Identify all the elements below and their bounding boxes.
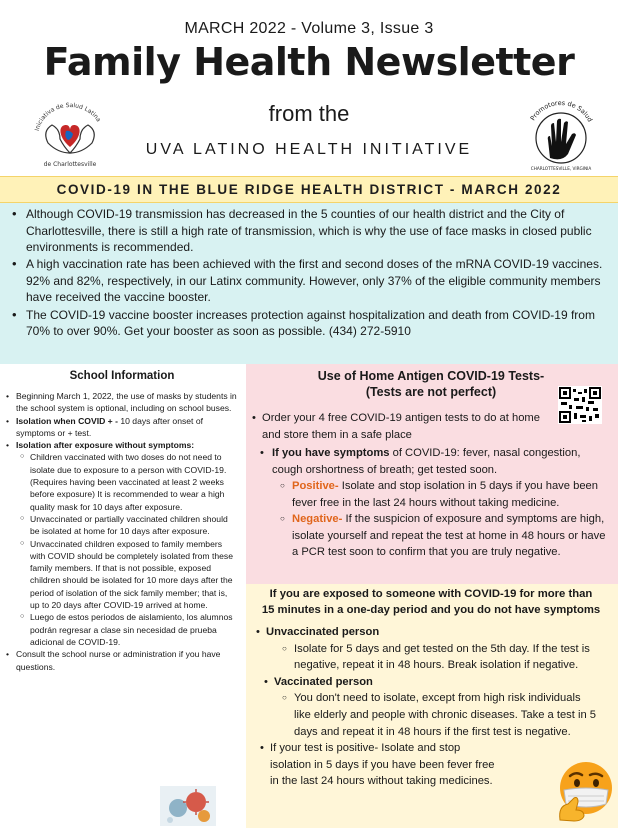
svg-text:Promotores de Salud: Promotores de Salud bbox=[528, 98, 595, 124]
organization-name: UVA LATINO HEALTH INITIATIVE bbox=[145, 141, 473, 158]
school-info-section bbox=[0, 364, 246, 828]
right-logo-bottom: CHARLOTTESVILLE, VIRGINIA bbox=[530, 166, 592, 171]
newsletter-title: Family Health Newsletter bbox=[43, 40, 575, 84]
svg-text:Iniciativa de Salud Latina: Iniciativa de Salud Latina bbox=[33, 101, 102, 132]
school-sub-bullet: ○ Unvaccinated children exposed to family members with COVID should be completely isolated from these family members. If that is not possible, exposed children should be isolated for 10 more days after the period of isolation of the sick family member; that is, up to 20 days after COVID-19 arrived at home. bbox=[20, 538, 238, 612]
antigen-tests-section bbox=[246, 364, 618, 584]
order-tests-bullet: • Order your 4 free COVID-19 antigen tests to do at home and store them in a safe place bbox=[252, 412, 540, 441]
virus-illustration bbox=[160, 786, 216, 826]
covid-section-title: COVID-19 IN THE BLUE RIDGE HEALTH DISTRICT - MARCH 2022 bbox=[0, 176, 618, 203]
covid-bullet: • A high vaccination rate has been achieved with the first and second doses of the mRNA COVID-19 vaccines. 92% and 82%, respectively, in our Latinx community. However, only 37% of the eligible community members have received the vaccine booster. bbox=[12, 256, 610, 306]
school-bullet: • Beginning March 1, 2022, the use of masks by students in the school system is optional, including on school buses. bbox=[6, 390, 238, 415]
positive-result-bullet: ○ Positive- Isolate and stop isolation in 5 days if you have been fever free in the last 24 hours without taking medicine. bbox=[280, 480, 598, 509]
symptoms-bullet: • If you have symptoms of COVID-19: fever, nasal congestion, cough orshortness of breath; get tested soon. bbox=[260, 447, 581, 476]
positive-exposure-bullet: • If your test is positive- Isolate and stop isolation in 5 days if you have been fever free in the last 24 hours without taking medicines. bbox=[260, 742, 495, 788]
school-info-title: School Information bbox=[69, 370, 175, 382]
covid-bullet: • The COVID-19 vaccine booster increases protection against hospitalization and death from COVID-19 from 70% to over 90%. Get your booster as soon as possible. (434) 272-5910 bbox=[12, 307, 610, 340]
school-bullet: • Consult the school nurse or administration if you have questions. bbox=[6, 648, 238, 673]
unvaccinated-heading: • Unvaccinated person bbox=[256, 626, 380, 638]
latino-health-logo bbox=[20, 95, 120, 170]
tests-title: Use of Home Antigen COVID-19 Tests- (Tests are not perfect) bbox=[317, 369, 545, 399]
left-logo-bottom: de Charlottesville bbox=[43, 161, 97, 168]
vaccinated-text: ○ You don't need to isolate, except from high risk individuals like elderly and people with chronic diseases. Take a test in 5 days and repeat it in 48 hours if the first test is negative. bbox=[282, 692, 597, 738]
unvaccinated-text: ○ Isolate for 5 days and get tested on the 5th day. If the test is negative, repeat it in 48 hours. Break isolation if negative. bbox=[282, 642, 590, 672]
exposure-title: If you are exposed to someone with COVID-19 for more than 15 minutes in a one-day period and you do not have symptoms bbox=[261, 588, 601, 616]
thinking-mask-emoji bbox=[556, 758, 614, 822]
school-bullet: • Isolation after exposure without symptoms: ○ Children vaccinated with two doses do not need to isolate due to exposure to a person with COVID-19. (Requires having been vaccinated at least 2 weeks before exposure) It is recommended to wear a high quality mask for 10 days after exposure. ○ Unvaccinated or partially vaccinated children should be isolated at home for 10 days after exposure. ○ Unvaccinated children exposed to family members with COVID should be completely isolated from these family members. If that is not possible, exposed children should be isolated for 10 more days after the period of isolation of the sick family member; that is, up to 20 days after COVID-19 arrived at home. ○ Luego de estos periodos de aislamiento, los alumnos podrán regresar a clase sin necesidad de prueba adicional de COVID-19. bbox=[6, 439, 238, 648]
covid-bullet: • Although COVID-19 transmission has decreased in the 5 counties of our health district and the City of Charlottesville, there is still a high rate of transmission, which is why the use of face masks in closed public environments is recommended. bbox=[12, 206, 610, 256]
vaccinated-heading: • Vaccinated person bbox=[264, 675, 373, 688]
issue-line: MARCH 2022 - Volume 3, Issue 3 bbox=[184, 20, 434, 37]
qr-code[interactable] bbox=[558, 386, 602, 424]
covid-summary-box bbox=[0, 203, 618, 364]
from-text: from the bbox=[268, 101, 350, 126]
school-sub-bullet: ○ Luego de estos periodos de aislamiento, los alumnos podrán regresar a clase sin necesidad de prueba adicional de COVID-19. bbox=[20, 611, 238, 648]
promotores-logo bbox=[520, 96, 602, 176]
school-sub-bullet: ○ Children vaccinated with two doses do not need to isolate due to exposure to a person with COVID-19. (Requires having been vaccinated at least 2 weeks before exposure) It is recommended to wear a high quality mask for 10 days after exposure. bbox=[20, 451, 238, 512]
school-bullet: • Isolation when COVID + - 10 days after onset of symptoms or + test. bbox=[6, 415, 238, 440]
negative-result-bullet: ○ Negative- If the suspicion of exposure and symptoms are high, isolate yourself and repeat the test at home in 48 hours or have a PCR test soon to confirm that you are truly negative. bbox=[280, 513, 606, 558]
school-sub-bullet: ○ Unvaccinated or partially vaccinated children should be isolated at home for 10 days after exposure. bbox=[20, 513, 238, 538]
